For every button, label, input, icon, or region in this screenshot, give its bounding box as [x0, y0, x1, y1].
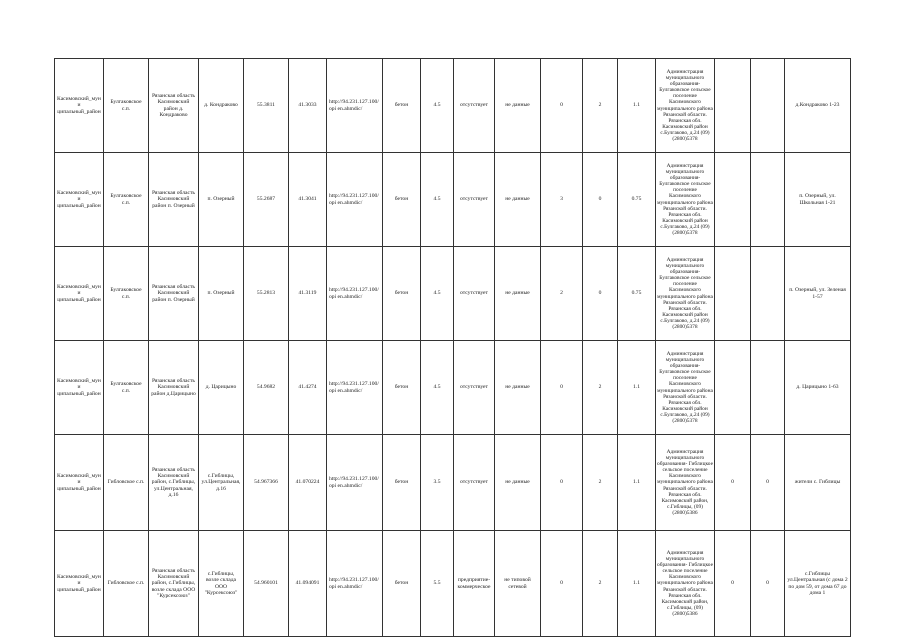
cell-extra-a [715, 153, 751, 247]
cell-latitude: 54.967366 [244, 435, 289, 531]
cell-surface: бетон [383, 247, 421, 341]
cell-area: 4.5 [421, 341, 454, 435]
cell-served: д.Кондраково 1-23 [785, 59, 851, 153]
cell-settlement: Гибловское с.п. [104, 435, 149, 531]
cell-district: Касимовский_муни ципальный_район [55, 531, 104, 637]
cell-link: http://94.231.127.100/opi en.ahmdic/ [327, 531, 383, 637]
cell-fence: предприятие-коммерческое [454, 531, 495, 637]
cell-area: 4.5 [421, 153, 454, 247]
cell-settlement: Гибловское с.п. [104, 531, 149, 637]
cell-locality: д. Кондраково [199, 59, 244, 153]
cell-served: д. Царицыно 1-63 [785, 341, 851, 435]
cell-fence: отсутствует [454, 153, 495, 247]
cell-locality: с.Гиблицы, возле склада ООО "Курсексоюз" [199, 531, 244, 637]
cell-extra-b [751, 59, 785, 153]
cell-area: 4.5 [421, 247, 454, 341]
cell-address: Рязанская область Касимовский район п. Озерный [149, 153, 199, 247]
cell-longitude: 41.3033 [289, 59, 327, 153]
cell-address: Рязанская область Касимовский район п. Озерный [149, 247, 199, 341]
cell-volume: 0.75 [618, 153, 656, 247]
cell-fence: отсутствует [454, 247, 495, 341]
table-row [55, 153, 851, 247]
cell-latitude: 55.3811 [244, 59, 289, 153]
cell-owner: Администрация муниципального образования- Булгаковское сельское поселение Касимовского муниципального района Рязанской области. Рязанская обл. Касимовский район с.Булгаково, д.24 (09)(2800)5378 [656, 341, 715, 435]
cell-extra-b: 0 [751, 531, 785, 637]
cell-surface: бетон [383, 531, 421, 637]
cell-extra-a: 0 [715, 531, 751, 637]
cell-type: не данные [495, 341, 541, 435]
cell-count-b: 0 [583, 153, 618, 247]
table-row [55, 247, 851, 341]
cell-locality: п. Озерный [199, 153, 244, 247]
cell-extra-a: 0 [715, 435, 751, 531]
cell-owner: Администрация муниципального образования- Булгаковское сельское поселение Касимовского муниципального района Рязанской области. Рязанская обл. Касимовский район с.Булгаково, д.24 (09)(2800)5378 [656, 59, 715, 153]
cell-count-a: 0 [541, 59, 583, 153]
cell-latitude: 54.960101 [244, 531, 289, 637]
cell-settlement: Булгаковское с.п. [104, 247, 149, 341]
cell-district: Касимовский_муни ципальный_район [55, 341, 104, 435]
cell-type: не данные [495, 59, 541, 153]
cell-extra-a [715, 59, 751, 153]
cell-volume: 1.1 [618, 435, 656, 531]
cell-served: п. Озерный, ул. Школьная 1-21 [785, 153, 851, 247]
cell-address: Рязанская область Касимовский район, с.Гиблицы, возле склада ООО "Курсексоюз" [149, 531, 199, 637]
cell-served: жители с. Гиблицы [785, 435, 851, 531]
cell-surface: бетон [383, 59, 421, 153]
cell-locality: п. Озерный [199, 247, 244, 341]
cell-count-a: 3 [541, 153, 583, 247]
cell-district: Касимовский_муни ципальный_район [55, 435, 104, 531]
cell-owner: Администрация муниципального образования- Булгаковское сельское поселение Касимовского муниципального района Рязанской области. Рязанская обл. Касимовский район с.Булгаково, д.24 (09)(2800)5378 [656, 153, 715, 247]
cell-owner: Администрация муниципального образования- Гиблицкое сельское поселение Касимовского муниципального района Рязанской области. Рязанская обл. Касимовский район, с.Гиблицы, (09)(2800)5386 [656, 435, 715, 531]
cell-longitude: 41.3041 [289, 153, 327, 247]
cell-latitude: 55.2687 [244, 153, 289, 247]
table-row [55, 531, 851, 637]
cell-count-a: 0 [541, 435, 583, 531]
cell-longitude: 41.094091 [289, 531, 327, 637]
cell-settlement: Булгаковское с.п. [104, 153, 149, 247]
cell-type: не данные [495, 153, 541, 247]
cell-address: Рязанская область Касимовский район, с.Гиблицы, ул.Центральная, д.16 [149, 435, 199, 531]
cell-volume: 1.1 [618, 59, 656, 153]
cell-type: не типовой сетевой [495, 531, 541, 637]
waste-sites-table [54, 58, 851, 637]
cell-latitude: 54.9682 [244, 341, 289, 435]
cell-locality: с.Гиблицы, ул.Центральная, д.16 [199, 435, 244, 531]
cell-served: с.Гиблицы ул.Центральная (с дома 2 по дом 59, от дома 67 до дома 1 [785, 531, 851, 637]
cell-volume: 1.1 [618, 531, 656, 637]
cell-surface: бетон [383, 341, 421, 435]
cell-link: http://94.231.127.100/opi en.ahmdic/ [327, 435, 383, 531]
cell-link: http://94.231.127.100/opi en.ahmdic/ [327, 59, 383, 153]
cell-surface: бетон [383, 435, 421, 531]
cell-settlement: Булгаковское с.п. [104, 341, 149, 435]
table-row [55, 59, 851, 153]
cell-link: http://94.231.127.100/opi en.ahmdic/ [327, 341, 383, 435]
table-row [55, 341, 851, 435]
cell-count-b: 0 [583, 247, 618, 341]
cell-count-a: 0 [541, 341, 583, 435]
cell-owner: Администрация муниципального образования- Гиблицкое сельское поселение Касимовского муниципального района Рязанской области. Рязанская обл. Касимовский район, с.Гиблицы, (09)(2800)5386 [656, 531, 715, 637]
cell-count-b: 2 [583, 435, 618, 531]
cell-settlement: Булгаковское с.п. [104, 59, 149, 153]
table-row [55, 435, 851, 531]
cell-address: Рязанская область Касимовский район д. Кондраково [149, 59, 199, 153]
cell-district: Касимовский_муни ципальный_район [55, 59, 104, 153]
cell-count-a: 0 [541, 531, 583, 637]
cell-count-b: 2 [583, 341, 618, 435]
cell-fence: отсутствует [454, 435, 495, 531]
cell-locality: д. Царицыно [199, 341, 244, 435]
cell-longitude: 41.070224 [289, 435, 327, 531]
cell-volume: 1.1 [618, 341, 656, 435]
cell-surface: бетон [383, 153, 421, 247]
cell-served: п. Озерный, ул. Зеленая 1-57 [785, 247, 851, 341]
cell-extra-b: 0 [751, 435, 785, 531]
cell-count-b: 2 [583, 531, 618, 637]
cell-fence: отсутствует [454, 341, 495, 435]
cell-district: Касимовский_муни ципальный_район [55, 153, 104, 247]
cell-count-a: 2 [541, 247, 583, 341]
cell-address: Рязанская область Касимовский район д.Царицыно [149, 341, 199, 435]
cell-extra-b [751, 153, 785, 247]
cell-type: не данные [495, 435, 541, 531]
cell-extra-a [715, 247, 751, 341]
cell-district: Касимовский_муни ципальный_район [55, 247, 104, 341]
cell-area: 4.5 [421, 59, 454, 153]
cell-area: 3.5 [421, 435, 454, 531]
cell-extra-b [751, 341, 785, 435]
cell-area: 5.5 [421, 531, 454, 637]
cell-latitude: 55.2813 [244, 247, 289, 341]
cell-link: http://94.231.127.100/opi en.ahmdic/ [327, 153, 383, 247]
cell-type: не данные [495, 247, 541, 341]
cell-extra-b [751, 247, 785, 341]
cell-extra-a [715, 341, 751, 435]
cell-fence: отсутствует [454, 59, 495, 153]
cell-count-b: 2 [583, 59, 618, 153]
cell-longitude: 41.3119 [289, 247, 327, 341]
cell-longitude: 41.4274 [289, 341, 327, 435]
cell-link: http://94.231.127.100/opi en.ahmdic/ [327, 247, 383, 341]
cell-volume: 0.75 [618, 247, 656, 341]
cell-owner: Администрация муниципального образования- Булгаковское сельское поселение Касимовского муниципального района Рязанской области. Рязанская обл. Касимовский район с.Булгаково, д.24 (09)(2800)5378 [656, 247, 715, 341]
